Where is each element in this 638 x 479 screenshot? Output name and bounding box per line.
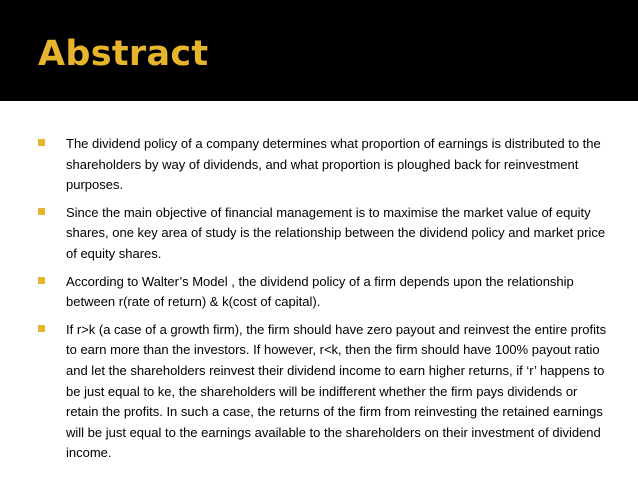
bullet-text: According to Walter’s Model , the dividend policy of a firm depends upon the relationship between r(rate of return) & k(cost of capital). <box>66 273 574 310</box>
title-bar <box>0 0 638 101</box>
bullet-text: Since the main objective of financial management is to maximise the market value of equity shares, one key area of study is the relationship between the dividend policy and market price of equity shares. <box>66 204 606 261</box>
bullet-item-financial-objective <box>38 203 608 265</box>
bullet-item-dividend-policy <box>38 134 608 196</box>
square-bullet-icon <box>38 325 45 332</box>
bullet-item-walters-model <box>38 272 608 313</box>
bullet-text: If r>k (a case of a growth firm), the firm should have zero payout and reinvest the entire profits to earn more than the investors. If however, r<k, then the firm should have 100% payout ratio and let the shareholders reinvest their dividend income to earn higher returns, if ‘r’ happens to be just equal to ke, the shareholders will be indifferent whether the firm pays dividends or retain the profits. In such a case, the returns of the firm from reinvesting the retained earnings will be just equal to the earnings available to the shareholders on their investment of dividend income. <box>66 321 607 461</box>
square-bullet-icon <box>38 139 45 146</box>
square-bullet-icon <box>38 277 45 284</box>
slide-title: Abstract <box>38 34 209 74</box>
bullet-text: The dividend policy of a company determines what proportion of earnings is distributed to the shareholders by way of dividends, and what proportion is ploughed back for reinvestment purposes. <box>66 136 601 193</box>
square-bullet-icon <box>38 208 45 215</box>
slide-content <box>0 101 638 479</box>
bullet-list <box>38 134 608 471</box>
bullet-item-payout-rules <box>38 320 608 464</box>
